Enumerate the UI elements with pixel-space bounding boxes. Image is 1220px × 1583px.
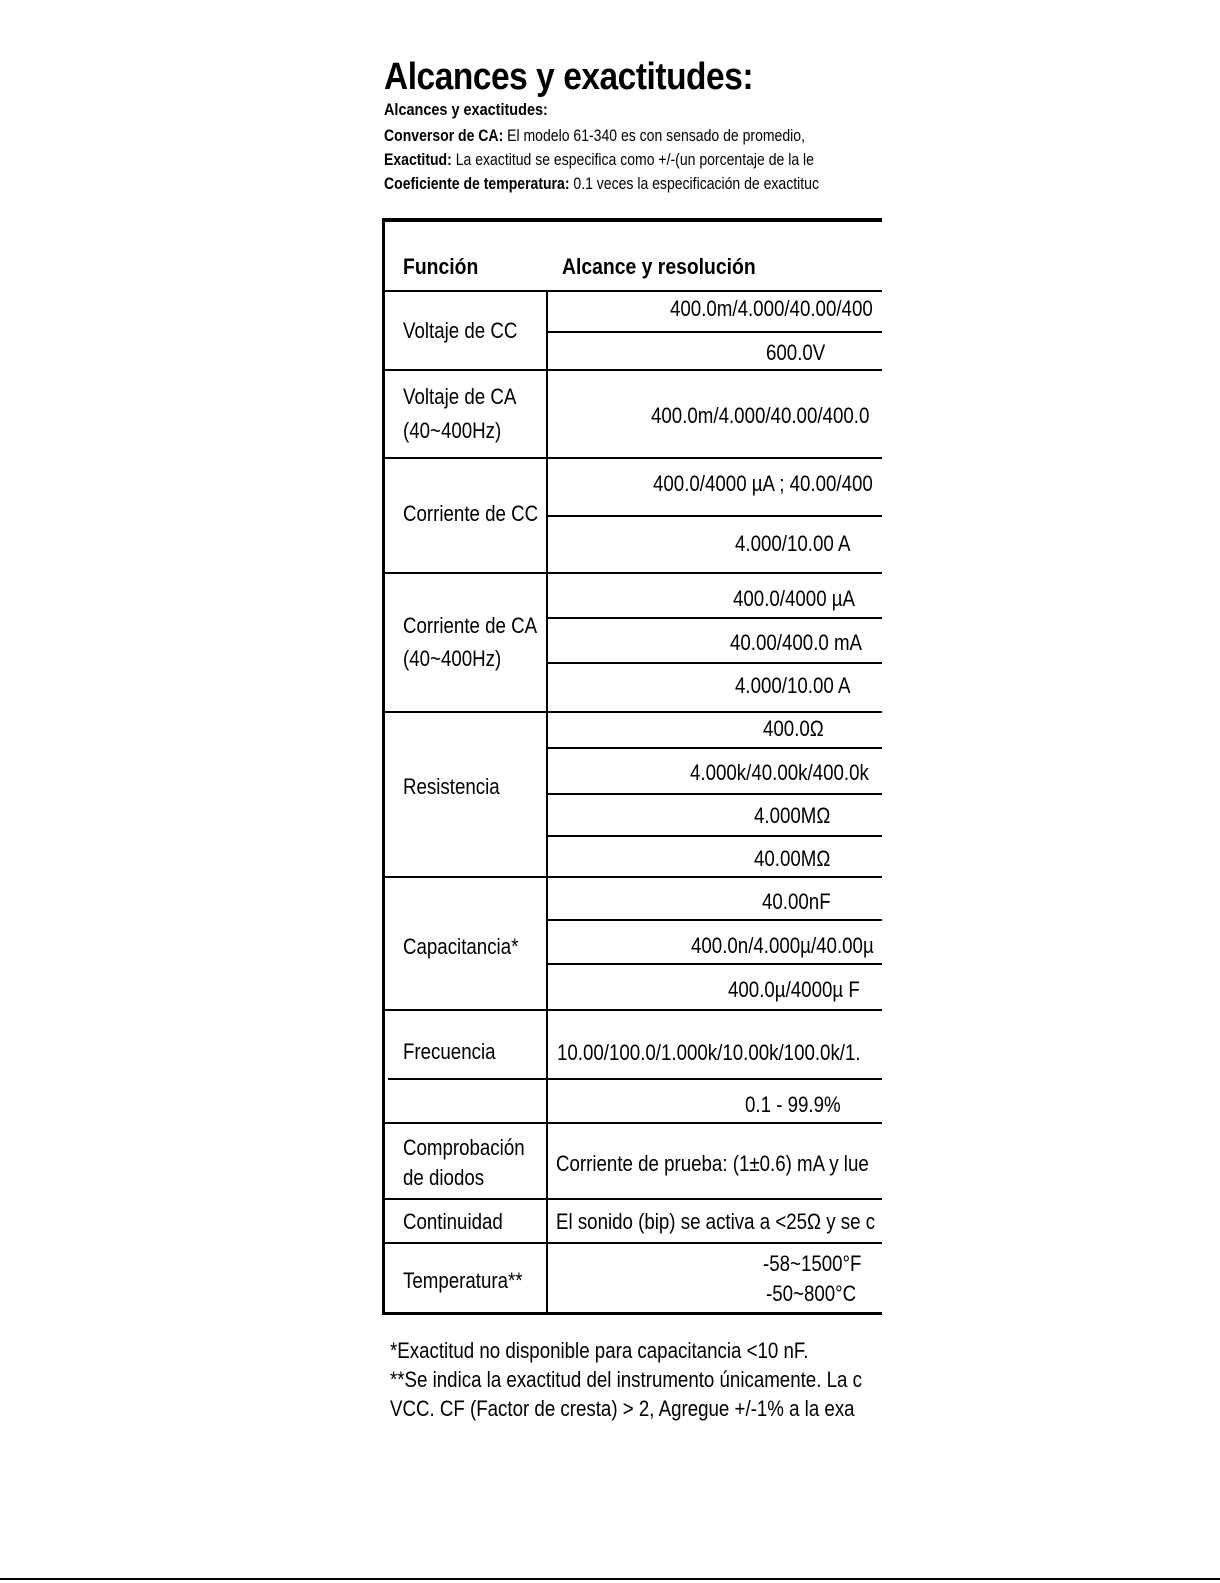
function-dc-voltage: Voltaje de CC bbox=[403, 318, 518, 343]
function-temperature: Temperatura** bbox=[403, 1268, 523, 1293]
row-separator bbox=[385, 290, 882, 292]
row-separator bbox=[385, 1198, 882, 1200]
range-cell: 400.0n/4.000µ/40.00µ bbox=[691, 933, 874, 958]
table-left-border bbox=[382, 218, 385, 1315]
range-cell: Corriente de prueba: (1±0.6) mA y lue bbox=[556, 1151, 869, 1176]
range-cell: 0.1 - 99.9% bbox=[745, 1092, 841, 1117]
row-separator bbox=[385, 1122, 882, 1124]
table-top-border bbox=[382, 218, 882, 222]
range-cell: 400.0µ/4000µ F bbox=[728, 977, 860, 1002]
range-cell: 400.0/4000 µA bbox=[733, 586, 856, 611]
column-divider bbox=[546, 291, 548, 1312]
range-cell: 600.0V bbox=[766, 340, 826, 365]
range-cell: 40.00MΩ bbox=[754, 846, 831, 871]
row-separator bbox=[385, 369, 882, 371]
header-function: Función bbox=[403, 254, 479, 279]
range-cell: 4.000k/40.00k/400.0k bbox=[690, 760, 869, 785]
note-accuracy bbox=[384, 151, 814, 170]
function-diode-test-2: de diodos bbox=[403, 1165, 485, 1190]
range-cell: 400.0/4000 µA ; 40.00/400 bbox=[653, 471, 873, 496]
function-frequency: Frecuencia bbox=[403, 1039, 496, 1064]
row-separator bbox=[385, 457, 882, 459]
row-separator bbox=[385, 711, 882, 713]
subrow-separator bbox=[548, 919, 882, 921]
function-ac-current-freq: (40~400Hz) bbox=[403, 646, 502, 671]
range-cell: 10.00/100.0/1.000k/10.00k/100.0k/1. bbox=[557, 1040, 861, 1065]
footnote: VCC. CF (Factor de cresta) > 2, Agregue +/-1% a la exa bbox=[390, 1396, 855, 1421]
function-diode-test: Comprobación bbox=[403, 1135, 525, 1160]
footnote: **Se indica la exactitud del instrumento únicamente. La c bbox=[390, 1367, 862, 1392]
range-cell: El sonido (bip) se activa a <25Ω y se c bbox=[556, 1209, 876, 1234]
page-title: Alcances y exactitudes: bbox=[384, 56, 754, 98]
header-range: Alcance y resolución bbox=[562, 254, 756, 279]
row-separator bbox=[388, 1078, 882, 1080]
table-bottom-border bbox=[382, 1312, 882, 1315]
range-cell: 4.000MΩ bbox=[754, 803, 831, 828]
note-text: La exactitud se especifica como +/-(un porcentaje de la le bbox=[451, 151, 814, 169]
note-ac-converter bbox=[384, 127, 805, 146]
row-separator bbox=[385, 1242, 882, 1244]
range-cell: 4.000/10.00 A bbox=[735, 531, 851, 556]
footnote: *Exactitud no disponible para capacitancia <10 nF. bbox=[390, 1338, 809, 1363]
range-cell: 40.00/400.0 mA bbox=[730, 630, 863, 655]
function-ac-voltage: Voltaje de CA bbox=[403, 384, 517, 409]
subrow-separator bbox=[548, 835, 882, 837]
row-separator bbox=[385, 876, 882, 878]
function-capacitance: Capacitancia* bbox=[403, 934, 519, 959]
range-cell: 400.0m/4.000/40.00/400.0 bbox=[651, 403, 870, 428]
function-ac-voltage-freq: (40~400Hz) bbox=[403, 418, 502, 443]
subrow-separator bbox=[548, 963, 882, 965]
subrow-separator bbox=[548, 662, 882, 664]
function-continuity: Continuidad bbox=[403, 1209, 503, 1234]
range-cell: -50~800°C bbox=[766, 1281, 857, 1306]
range-cell: 400.0m/4.000/40.00/400 bbox=[670, 296, 873, 321]
note-text: El modelo 61-340 es con sensado de promedio, bbox=[503, 127, 805, 145]
function-dc-current: Corriente de CC bbox=[403, 501, 539, 526]
row-separator bbox=[385, 1009, 882, 1011]
subrow-separator bbox=[548, 515, 882, 517]
note-text: 0.1 veces la especificación de exactituc bbox=[569, 175, 819, 193]
section-subtitle: Alcances y exactitudes: bbox=[384, 100, 548, 119]
note-temp-coefficient bbox=[384, 175, 819, 194]
range-cell: 40.00nF bbox=[762, 889, 831, 914]
range-cell: 4.000/10.00 A bbox=[735, 673, 851, 698]
row-separator bbox=[385, 572, 882, 574]
range-cell: 400.0Ω bbox=[763, 716, 824, 741]
subrow-separator bbox=[548, 793, 882, 795]
subrow-separator bbox=[548, 617, 882, 619]
note-label: Exactitud: bbox=[384, 151, 452, 169]
note-label: Coeficiente de temperatura: bbox=[384, 175, 570, 193]
page-bottom-rule bbox=[0, 1578, 1220, 1580]
range-cell: -58~1500°F bbox=[763, 1251, 862, 1276]
subrow-separator bbox=[548, 747, 882, 749]
subrow-separator bbox=[548, 331, 882, 333]
note-label: Conversor de CA: bbox=[384, 127, 504, 145]
function-ac-current: Corriente de CA bbox=[403, 613, 538, 638]
function-resistance: Resistencia bbox=[403, 774, 500, 799]
